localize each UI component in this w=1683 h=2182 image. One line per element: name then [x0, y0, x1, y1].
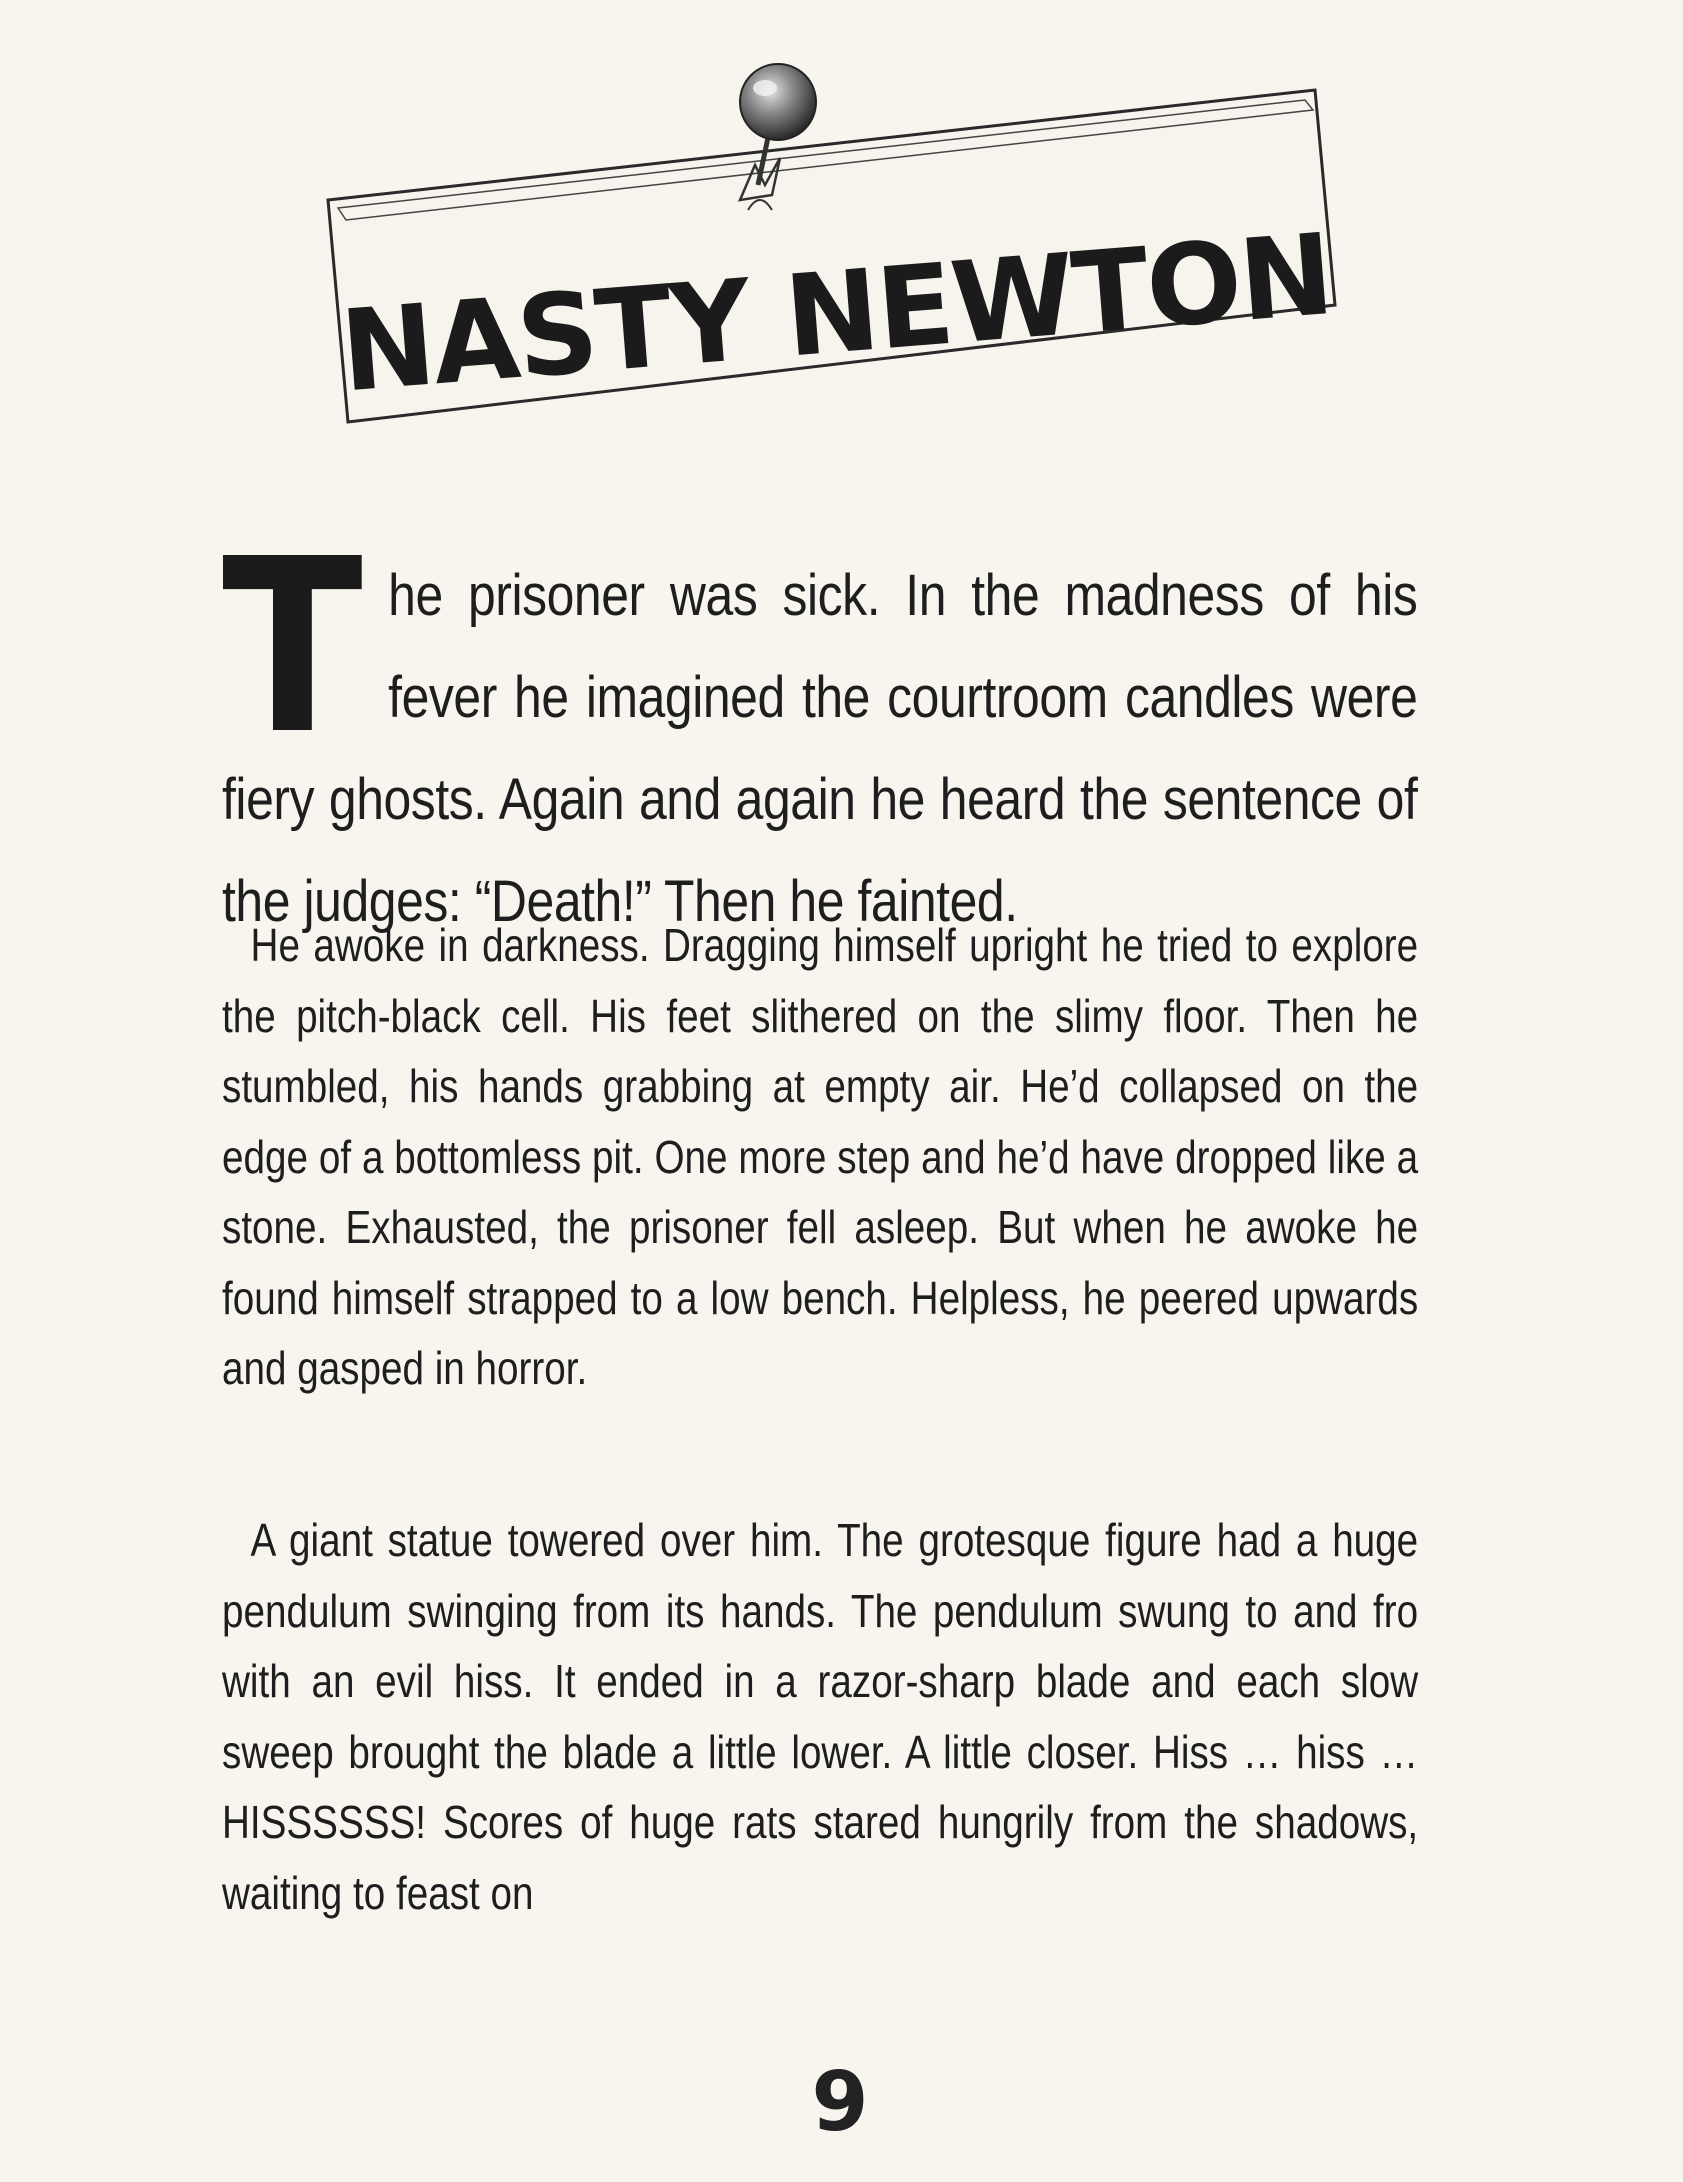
- paragraph: A giant statue towered over him. The grotesque figure had a huge pendulum swinging from its hands. The pendulum swung to and fro with an evil hiss. It ended in a razor-sharp blade and each slow sweep brought the blade a little lower. A little closer. Hiss … hiss … HISSSSSS! Scores of huge rats stared hungrily from the shadows, waiting to feast on: [222, 1514, 1419, 1919]
- chapter-title: NASTY NEWTON: [336, 209, 1337, 418]
- paragraph: He awoke in darkness. Dragging himself upright he tried to explore the pitch-black cell. His feet slithered on the slimy floor. Then he stumbled, his hands grabbing at empty air. He’d collapsed on the edge of a bottomless pit. One more step and he’d have dropped like a stone. Exhausted, the prisoner fell asleep. But when he awoke he found himself strapped to a low bench. Helpless, he peered upwards and gasped in horror.: [222, 919, 1419, 1394]
- story-text: [222, 507, 1419, 1919]
- drop-cap: T: [222, 507, 363, 787]
- page-number: 9: [811, 2055, 869, 2150]
- chapter-title-sign: [310, 50, 1340, 490]
- lead-paragraph: [222, 507, 1418, 953]
- lead-paragraph-text: he prisoner was sick. In the madness of his fever he imagined the courtroom candles were fiery ghosts. Again and again he heard the sentence of the judges: “Death!” Then he fainted.: [222, 563, 1418, 934]
